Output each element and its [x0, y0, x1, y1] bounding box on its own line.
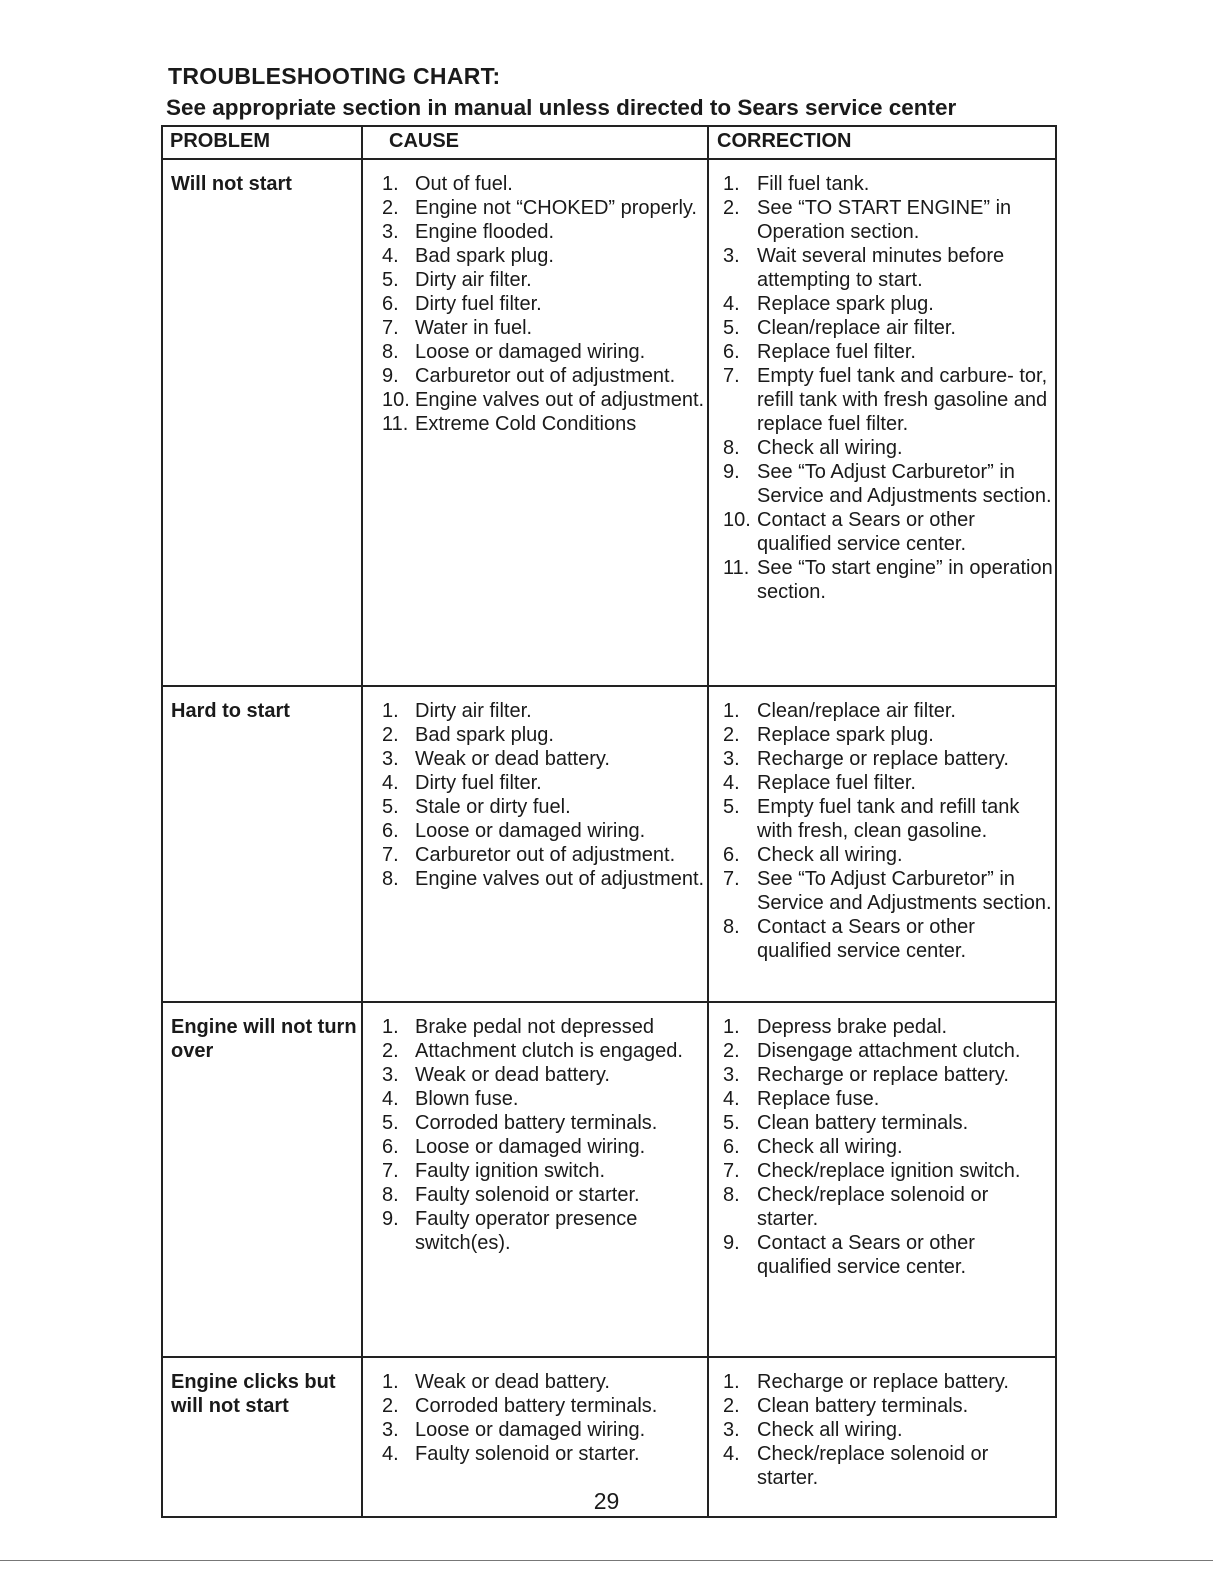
problem-cell: Engine will not turn over [162, 1002, 362, 1357]
item-text: Extreme Cold Conditions [415, 413, 637, 435]
item-text: Weak or dead battery. [415, 1064, 610, 1086]
list-item [709, 771, 1053, 795]
list-item [363, 1183, 705, 1207]
item-number: 5. [723, 796, 740, 818]
item-number: 7. [382, 317, 399, 339]
item-text: Loose or damaged wiring. [415, 1136, 646, 1158]
item-number: 1. [382, 1371, 399, 1393]
item-text: Wait several minutes before attempting to start. [757, 245, 1005, 291]
item-text: Clean/replace air filter. [757, 700, 956, 722]
item-text: Weak or dead battery. [415, 748, 610, 770]
list-item [363, 196, 705, 220]
item-number: 6. [382, 1136, 399, 1158]
item-text: See “To start engine” in operation section. [757, 557, 1053, 603]
item-text: Check all wiring. [757, 1419, 903, 1441]
list-item [709, 1418, 1053, 1442]
item-number: 10. [382, 389, 410, 411]
list-item [709, 436, 1053, 460]
item-number: 4. [382, 1443, 399, 1465]
item-number: 2. [723, 197, 740, 219]
item-text: Recharge or replace battery. [757, 1371, 1009, 1393]
item-text: Contact a Sears or other qualified service center. [757, 509, 975, 555]
item-text: Engine flooded. [415, 221, 555, 243]
list-item [709, 364, 1053, 436]
item-number: 9. [723, 461, 740, 483]
list-item [363, 795, 705, 819]
correction-list [709, 699, 1053, 963]
list-item [363, 1087, 705, 1111]
correction-list [709, 1015, 1053, 1279]
table-row [162, 686, 1056, 1002]
item-text: Faulty solenoid or starter. [415, 1184, 640, 1206]
item-number: 3. [723, 245, 740, 267]
item-text: Recharge or replace battery. [757, 1064, 1009, 1086]
item-number: 9. [382, 1208, 399, 1230]
cause-list [363, 1015, 705, 1255]
item-number: 3. [382, 221, 399, 243]
list-item [363, 388, 705, 412]
list-item [363, 292, 705, 316]
item-number: 4. [723, 293, 740, 315]
list-item [363, 723, 705, 747]
problem-cell: Will not start [162, 159, 362, 686]
item-number: 10. [723, 509, 751, 531]
item-number: 3. [382, 1419, 399, 1441]
item-text: Replace fuel filter. [757, 772, 916, 794]
list-item [709, 867, 1053, 915]
list-item [363, 1370, 705, 1394]
item-text: Dirty fuel filter. [415, 293, 542, 315]
item-text: Loose or damaged wiring. [415, 1419, 646, 1441]
item-text: Replace spark plug. [757, 724, 934, 746]
item-number: 4. [723, 1443, 740, 1465]
correction-list [709, 1370, 1053, 1490]
list-item [709, 843, 1053, 867]
list-item [363, 220, 705, 244]
item-text: Loose or damaged wiring. [415, 820, 646, 842]
list-item [363, 412, 705, 436]
list-item [709, 1183, 1053, 1231]
item-text: Replace fuel filter. [757, 341, 916, 363]
item-text: Fill fuel tank. [757, 173, 870, 195]
table-body [162, 159, 1056, 1517]
list-item [709, 1231, 1053, 1279]
item-text: Check all wiring. [757, 844, 903, 866]
item-text: See “To Adjust Carburetor” in Service and Adjustments section. [757, 868, 1052, 914]
item-text: Engine not “CHOKED” properly. [415, 197, 697, 219]
item-number: 2. [382, 1040, 399, 1062]
list-item [363, 1159, 705, 1183]
item-text: See “TO START ENGINE” in Operation section. [757, 197, 1012, 243]
item-number: 4. [382, 245, 399, 267]
item-number: 5. [382, 1112, 399, 1134]
item-text: Blown fuse. [415, 1088, 519, 1110]
item-number: 7. [382, 1160, 399, 1182]
item-number: 9. [382, 365, 399, 387]
item-number: 6. [382, 820, 399, 842]
list-item [363, 1207, 705, 1255]
item-text: Clean battery terminals. [757, 1395, 969, 1417]
problem-cell: Hard to start [162, 686, 362, 1002]
item-number: 6. [382, 293, 399, 315]
list-item [709, 1063, 1053, 1087]
item-text: Recharge or replace battery. [757, 748, 1009, 770]
list-item [363, 316, 705, 340]
item-number: 8. [723, 1184, 740, 1206]
item-text: Replace spark plug. [757, 293, 934, 315]
item-text: Faulty ignition switch. [415, 1160, 606, 1182]
item-text: Weak or dead battery. [415, 1371, 610, 1393]
item-number: 2. [382, 197, 399, 219]
item-text: Faulty solenoid or starter. [415, 1443, 640, 1465]
item-number: 4. [382, 772, 399, 794]
item-number: 6. [723, 341, 740, 363]
item-text: Loose or damaged wiring. [415, 341, 646, 363]
item-text: Empty fuel tank and refill tank with fresh, clean gasoline. [757, 796, 1020, 842]
item-number: 3. [382, 748, 399, 770]
list-item [363, 819, 705, 843]
item-text: Check/replace solenoid or starter. [757, 1184, 989, 1230]
item-number: 1. [723, 173, 740, 195]
item-text: Clean battery terminals. [757, 1112, 969, 1134]
item-number: 8. [723, 437, 740, 459]
item-number: 4. [382, 1088, 399, 1110]
item-number: 11. [382, 413, 409, 435]
list-item [363, 1442, 705, 1466]
item-number: 11. [723, 557, 750, 579]
list-item [363, 1015, 705, 1039]
item-text: Check all wiring. [757, 437, 903, 459]
list-item [709, 508, 1053, 556]
item-number: 7. [723, 868, 740, 890]
list-item [709, 723, 1053, 747]
list-item [363, 340, 705, 364]
list-item [709, 172, 1053, 196]
item-text: Check/replace ignition switch. [757, 1160, 1021, 1182]
page-number: 29 [593, 1488, 620, 1514]
item-number: 4. [723, 1088, 740, 1110]
item-text: Brake pedal not depressed [415, 1016, 655, 1038]
item-number: 2. [382, 724, 399, 746]
item-number: 5. [382, 796, 399, 818]
item-number: 7. [382, 844, 399, 866]
list-item [709, 556, 1053, 604]
item-text: Check all wiring. [757, 1136, 903, 1158]
item-text: Water in fuel. [415, 317, 533, 339]
item-text: Dirty air filter. [415, 269, 532, 291]
item-text: Bad spark plug. [415, 245, 554, 267]
item-number: 8. [382, 341, 399, 363]
list-item [709, 1135, 1053, 1159]
item-number: 7. [723, 1160, 740, 1182]
list-item [709, 699, 1053, 723]
item-text: Clean/replace air filter. [757, 317, 956, 339]
list-item [363, 747, 705, 771]
item-number: 2. [382, 1395, 399, 1417]
item-text: Corroded battery terminals. [415, 1112, 658, 1134]
item-number: 5. [723, 1112, 740, 1134]
item-number: 1. [382, 173, 399, 195]
list-item [709, 1159, 1053, 1183]
item-text: Empty fuel tank and carbure- tor, refill tank with fresh gasoline and replace fuel filter. [757, 365, 1048, 435]
header-correction: CORRECTION [708, 126, 1056, 159]
list-item [363, 1135, 705, 1159]
item-text: Replace fuse. [757, 1088, 880, 1110]
list-item [709, 1111, 1053, 1135]
list-item [709, 244, 1053, 292]
cause-list [363, 1370, 705, 1466]
list-item [363, 268, 705, 292]
list-item [363, 1111, 705, 1135]
problem-cell: Engine clicks but will not start [162, 1357, 362, 1517]
item-number: 1. [723, 700, 740, 722]
item-number: 6. [723, 1136, 740, 1158]
item-number: 8. [382, 1184, 399, 1206]
list-item [709, 1087, 1053, 1111]
header-problem: PROBLEM [162, 126, 362, 159]
item-text: Bad spark plug. [415, 724, 554, 746]
item-number: 3. [723, 1064, 740, 1086]
list-item [709, 460, 1053, 508]
item-text: Contact a Sears or other qualified service center. [757, 916, 975, 962]
item-number: 3. [723, 1419, 740, 1441]
item-number: 1. [382, 1016, 399, 1038]
list-item [709, 292, 1053, 316]
list-item [363, 699, 705, 723]
list-item [709, 196, 1053, 244]
page-title: TROUBLESHOOTING CHART: [168, 63, 501, 89]
list-item [363, 364, 705, 388]
item-text: Depress brake pedal. [757, 1016, 948, 1038]
item-text: Contact a Sears or other qualified service center. [757, 1232, 975, 1278]
item-number: 1. [723, 1016, 740, 1038]
header-row [162, 126, 1056, 159]
item-number: 9. [723, 1232, 740, 1254]
troubleshooting-table [161, 125, 1057, 1518]
item-text: Engine valves out of adjustment. [415, 389, 705, 411]
list-item [363, 843, 705, 867]
footer-divider [0, 1560, 1213, 1561]
list-item [363, 867, 705, 891]
item-number: 1. [723, 1371, 740, 1393]
item-number: 5. [723, 317, 740, 339]
list-item [709, 340, 1053, 364]
item-text: Dirty fuel filter. [415, 772, 542, 794]
item-text: Attachment clutch is engaged. [415, 1040, 683, 1062]
list-item [363, 1063, 705, 1087]
item-text: Stale or dirty fuel. [415, 796, 571, 818]
item-number: 2. [723, 724, 740, 746]
list-item [709, 1394, 1053, 1418]
list-item [363, 172, 705, 196]
list-item [363, 244, 705, 268]
list-item [709, 795, 1053, 843]
list-item [709, 915, 1053, 963]
item-number: 1. [382, 700, 399, 722]
list-item [363, 1418, 705, 1442]
item-number: 6. [723, 844, 740, 866]
item-text: Carburetor out of adjustment. [415, 844, 676, 866]
page-subtitle: See appropriate section in manual unless directed to Sears service center [166, 95, 957, 120]
list-item [709, 1442, 1053, 1490]
item-text: See “To Adjust Carburetor” in Service and Adjustments section. [757, 461, 1052, 507]
table-row [162, 159, 1056, 686]
item-number: 3. [723, 748, 740, 770]
table-row [162, 1002, 1056, 1357]
list-item [709, 316, 1053, 340]
item-number: 4. [723, 772, 740, 794]
list-item [363, 771, 705, 795]
list-item [363, 1039, 705, 1063]
item-number: 8. [723, 916, 740, 938]
item-number: 3. [382, 1064, 399, 1086]
item-number: 5. [382, 269, 399, 291]
list-item [709, 1370, 1053, 1394]
item-number: 2. [723, 1040, 740, 1062]
correction-cell [708, 686, 1056, 1002]
item-number: 7. [723, 365, 740, 387]
item-text: Disengage attachment clutch. [757, 1040, 1021, 1062]
item-text: Out of fuel. [415, 173, 513, 195]
correction-cell [708, 159, 1056, 686]
cause-cell [362, 159, 708, 686]
cause-cell [362, 686, 708, 1002]
item-number: 2. [723, 1395, 740, 1417]
item-text: Dirty air filter. [415, 700, 532, 722]
item-text: Check/replace solenoid or starter. [757, 1443, 989, 1489]
correction-list [709, 172, 1053, 604]
cause-cell [362, 1002, 708, 1357]
item-text: Carburetor out of adjustment. [415, 365, 676, 387]
list-item [363, 1394, 705, 1418]
list-item [709, 747, 1053, 771]
header-cause: CAUSE [362, 126, 708, 159]
list-item [709, 1039, 1053, 1063]
item-number: 8. [382, 868, 399, 890]
cause-list [363, 172, 705, 436]
correction-cell [708, 1002, 1056, 1357]
cause-list [363, 699, 705, 891]
list-item [709, 1015, 1053, 1039]
item-text: Faulty operator presence switch(es). [415, 1208, 638, 1254]
item-text: Engine valves out of adjustment. [415, 868, 705, 890]
item-text: Corroded battery terminals. [415, 1395, 658, 1417]
